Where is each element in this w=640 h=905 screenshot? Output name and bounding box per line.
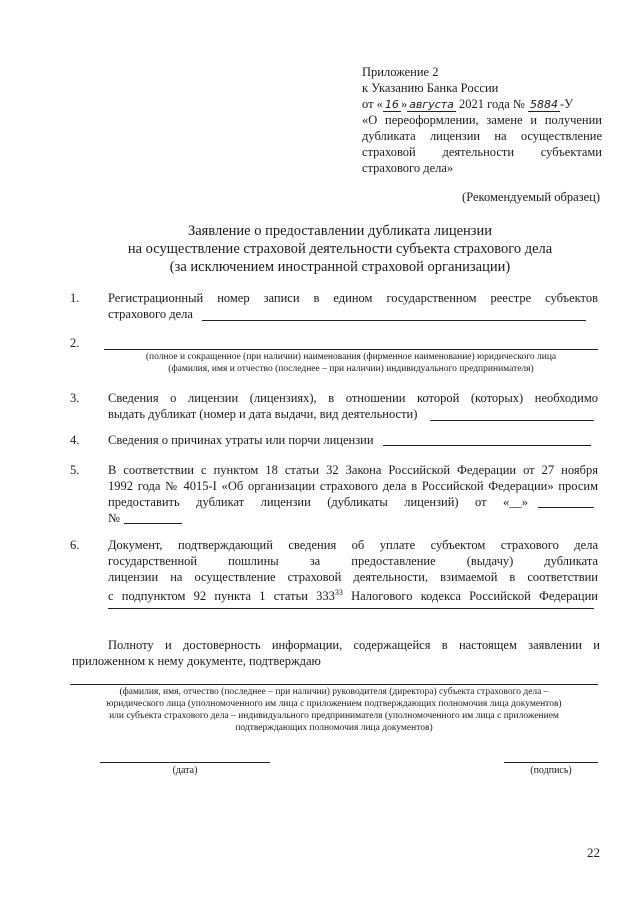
- confirmation-text: Полноту и достоверность информации, содержащейся в настоящем заявлении и приложенном к нему документе, подтверждаю: [72, 638, 600, 668]
- item-3: 3. Сведения о лицензии (лицензиях), в отношении которой (которых) необходимо выдать дубликат (номер и дата выдачи, вид деятельности): [70, 391, 598, 421]
- registration-number-field[interactable]: [202, 320, 586, 321]
- date-caption: (дата): [172, 765, 198, 776]
- payment-document-field[interactable]: [108, 608, 594, 609]
- company-name-caption: (полное и сокращенное (при наличии) наименования (фирменное наименование) юридического лица (фамилия, имя и отчество (последнее – при наличии) индивидуального предпринимателя): [145, 352, 557, 374]
- loss-reason-field[interactable]: [383, 445, 591, 446]
- handwritten-day: 16: [384, 98, 399, 111]
- license-info-field[interactable]: [430, 420, 594, 421]
- appendix-header: [362, 64, 602, 176]
- item-4: 4. Сведения о причинах утраты или порчи лицензии: [0, 432, 640, 452]
- duplicate-date-field[interactable]: [538, 507, 594, 508]
- page-number: 22: [587, 845, 600, 860]
- item-2: 2. (полное и сокращенное (при наличии) наименования (фирменное наименование) юридического лица (фамилия, имя и отчество (последнее – при наличии) индивидуального предпринимателя): [0, 335, 640, 380]
- item-1: 1. Регистрационный номер записи в едином государственном реестре субъектов страхового дела: [70, 291, 598, 321]
- appendix-date-line: от « 16 » августа 2021 года № 5884 -У: [362, 97, 573, 111]
- document-title: Заявление о предоставлении дубликата лицензии на осуществление страховой деятельности субъекта страхового дела (за исключением иностранной страховой организации): [127, 223, 553, 275]
- item-6: 6. Документ, подтверждающий сведения об уплате субъектом страхового дела государственной пошлины за предоставление (выдачу) дубликата лицензии на осуществление страховой деятельности, взимаемой в соответствии с подпунктом 92 пункта 1 статьи $333^{33}$ Налогового кодекса Российской Федерации: [0, 537, 640, 617]
- signature-caption: (подпись): [530, 765, 572, 776]
- signature-field[interactable]: [504, 762, 598, 763]
- appendix-line: «О переоформлении, замене и получении: [362, 113, 602, 127]
- appendix-line: к Указанию Банка России: [362, 81, 499, 95]
- appendix-line: страховой деятельности субъектами: [362, 145, 602, 159]
- handwritten-month: августа: [409, 98, 454, 111]
- appendix-line: страхового дела»: [362, 161, 454, 175]
- duplicate-number-field[interactable]: [124, 523, 182, 524]
- appendix-line: Приложение 2: [362, 65, 439, 79]
- item-5: 5. В соответствии с пунктом 18 статьи 32 Закона Российской Федерации от 27 ноября 1992 года № 4015-I «Об организации страхового дела в Российской Федерации» просим предоставить дубликат лицензии (дубликаты лицензий) от «__» №: [70, 463, 598, 525]
- company-name-field[interactable]: [104, 349, 598, 350]
- handwritten-number: 5884: [529, 98, 558, 111]
- signer-name-field[interactable]: [70, 684, 598, 685]
- signer-caption: (фамилия, имя, отчество (последнее – при наличии) руководителя (директора) субъекта страхового дела – юридического лица (уполномоченного им лица с приложением подтверждающих полномочия лица документов) или субъекта страхового дела – индивидуального предпринимателя (уполномоченного им лица с приложением подтверждающих полномочия лица документов): [106, 687, 562, 733]
- date-field[interactable]: [100, 762, 270, 763]
- appendix-line: дубликата лицензии на осуществление: [362, 129, 602, 143]
- sample-label: (Рекомендуемый образец): [462, 190, 600, 204]
